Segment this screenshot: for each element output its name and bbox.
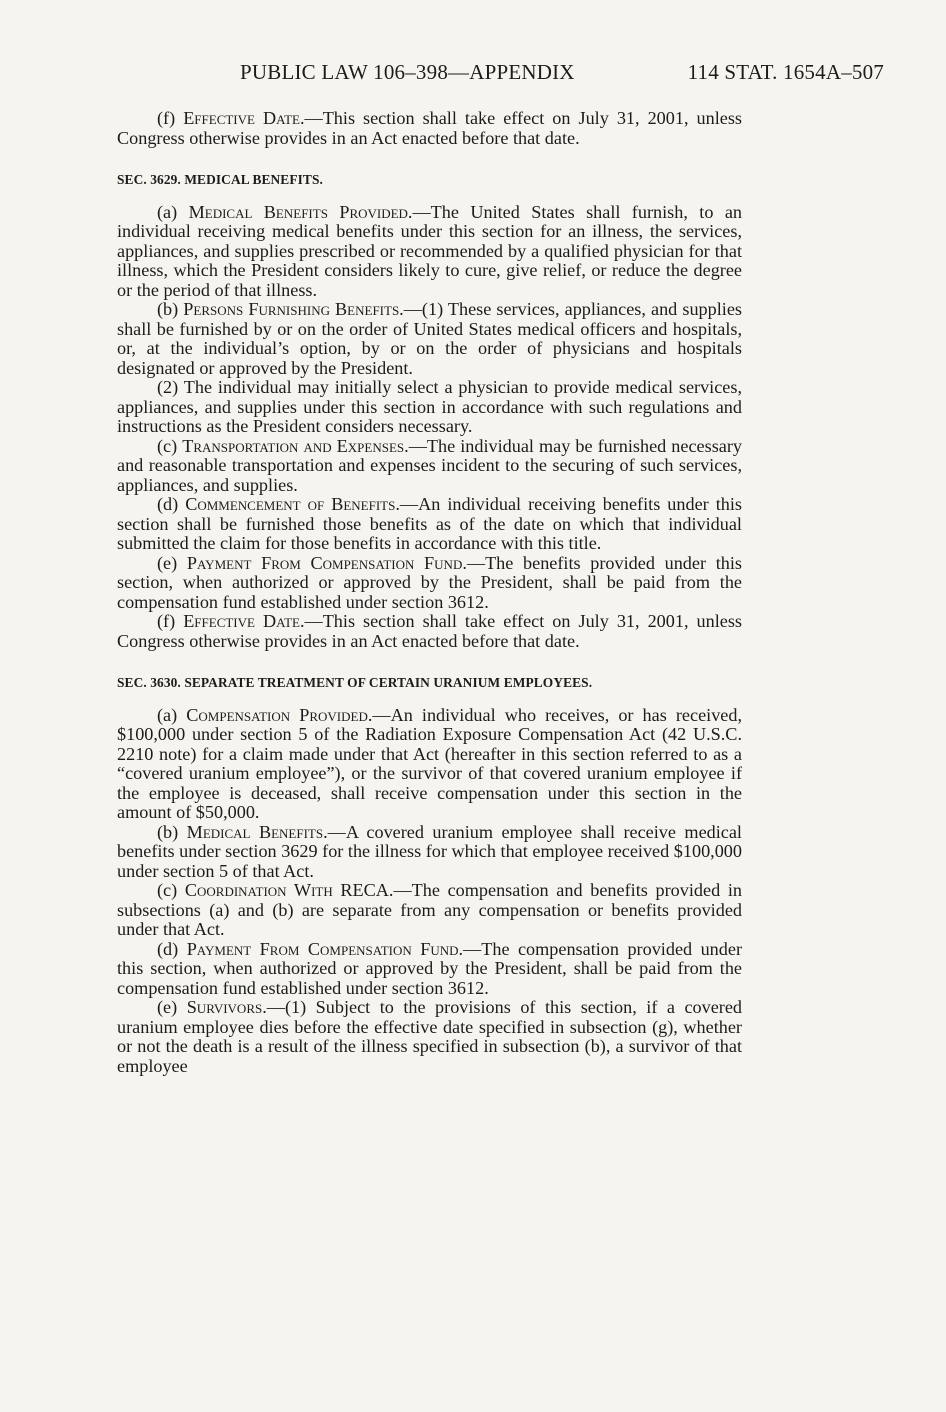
paragraph: (d) Payment From Compensation Fund.—The compensation provided under this section, when authorized or approved by the President, shall be paid from the compensation fund established under section 3612.: [117, 938, 742, 998]
paragraph: (d) Commencement of Benefits.—An individual receiving benefits under this section shall be furnished those benefits as of the date on which that individual submitted the claim for those benefits in accordance with this title.: [117, 494, 742, 553]
paragraph-heading: Effective Date.: [183, 108, 305, 128]
paragraph-heading: Compensation Provided.: [186, 704, 373, 725]
paragraph-heading: Payment From Compensation Fund.: [186, 938, 464, 959]
paragraph-heading: Effective Date.: [183, 611, 305, 631]
paragraph-heading: Medical Benefits Provided.: [188, 201, 413, 222]
paragraph-heading: Medical Benefits.: [186, 821, 328, 842]
paragraph-heading: Commencement of Benefits.: [185, 494, 400, 514]
paragraph-heading: Survivors.: [186, 997, 267, 1017]
paragraph: (c) Transportation and Expenses.—The individual may be furnished necessary and reasonable transportation and expenses incident to the securing of such services, appliances, and supplies.: [117, 435, 742, 495]
paragraph: (a) Compensation Provided.—An individual who receives, or has received, $100,000 under section 5 of the Radiation Exposure Compensation Act (42 U.S.C. 2210 note) for a claim made under that Act (hereafter in this section referred to as a “covered uranium employee”), or the survivor of that covered uranium employee if the employee is deceased, shall receive compensation under this section in the amount of $50,000.: [117, 704, 743, 822]
header-law-title: PUBLIC LAW 106–398—APPENDIX: [240, 60, 575, 84]
header-stat-citation: 114 STAT. 1654A–507: [687, 60, 884, 84]
running-header: [240, 60, 884, 85]
paragraph: (f) Effective Date.—This section shall take effect on July 31, 2001, unless Congress otherwise provides in an Act enacted before that date.: [117, 108, 742, 148]
section-heading: SEC. 3629. MEDICAL BENEFITS.: [117, 172, 323, 187]
paragraph: (b) Persons Furnishing Benefits.—(1) These services, appliances, and supplies shall be furnished by or on the order of United States medical officers and hospitals, or, at the individual’s option, by or on the order of physicians and hospitals designated or approved by the President.: [117, 299, 742, 378]
paragraph-heading: Transportation and Expenses.: [182, 435, 409, 456]
paragraph-heading: Payment From Compensation Fund.: [186, 552, 467, 573]
paragraph: (a) Medical Benefits Provided.—The United States shall furnish, to an individual receiving medical benefits under this section for an illness, the services, appliances, and supplies prescribed or recommended by a qualified physician for that illness, which the President considers likely to cure, give relief, or reduce the degree or the period of that illness.: [117, 201, 742, 300]
paragraph-heading: Persons Furnishing Benefits.: [183, 299, 404, 319]
paragraph: (e) Survivors.—(1) Subject to the provisions of this section, if a covered uranium employee dies before the effective date specified in subsection (g), whether or not the death is a result of the illness specified in subsection (b), a survivor of that employee: [117, 997, 742, 1076]
paragraph: (c) Coordination With RECA.—The compensation and benefits provided in subsections (a) and (b) are separate from any compensation or benefits provided under that Act.: [117, 880, 742, 939]
paragraph: (b) Medical Benefits.—A covered uranium employee shall receive medical benefits under section 3629 for the illness for which that employee received $100,000 under section 5 of that Act.: [117, 821, 742, 881]
section-heading: SEC. 3630. SEPARATE TREATMENT OF CERTAIN URANIUM EMPLOYEES.: [117, 675, 593, 690]
paragraph: (2) The individual may initially select a physician to provide medical services, appliances, and supplies under this section in accordance with such regulations and instructions as the President considers necessary.: [117, 377, 742, 436]
body-text: [117, 109, 742, 1076]
paragraph: (f) Effective Date.—This section shall take effect on July 31, 2001, unless Congress otherwise provides in an Act enacted before that date.: [117, 611, 742, 651]
paragraph-heading: Coordination With RECA.: [184, 880, 394, 900]
paragraph: (e) Payment From Compensation Fund.—The benefits provided under this section, when authorized or approved by the President, shall be paid from the compensation fund established under section 3612.: [117, 552, 742, 612]
